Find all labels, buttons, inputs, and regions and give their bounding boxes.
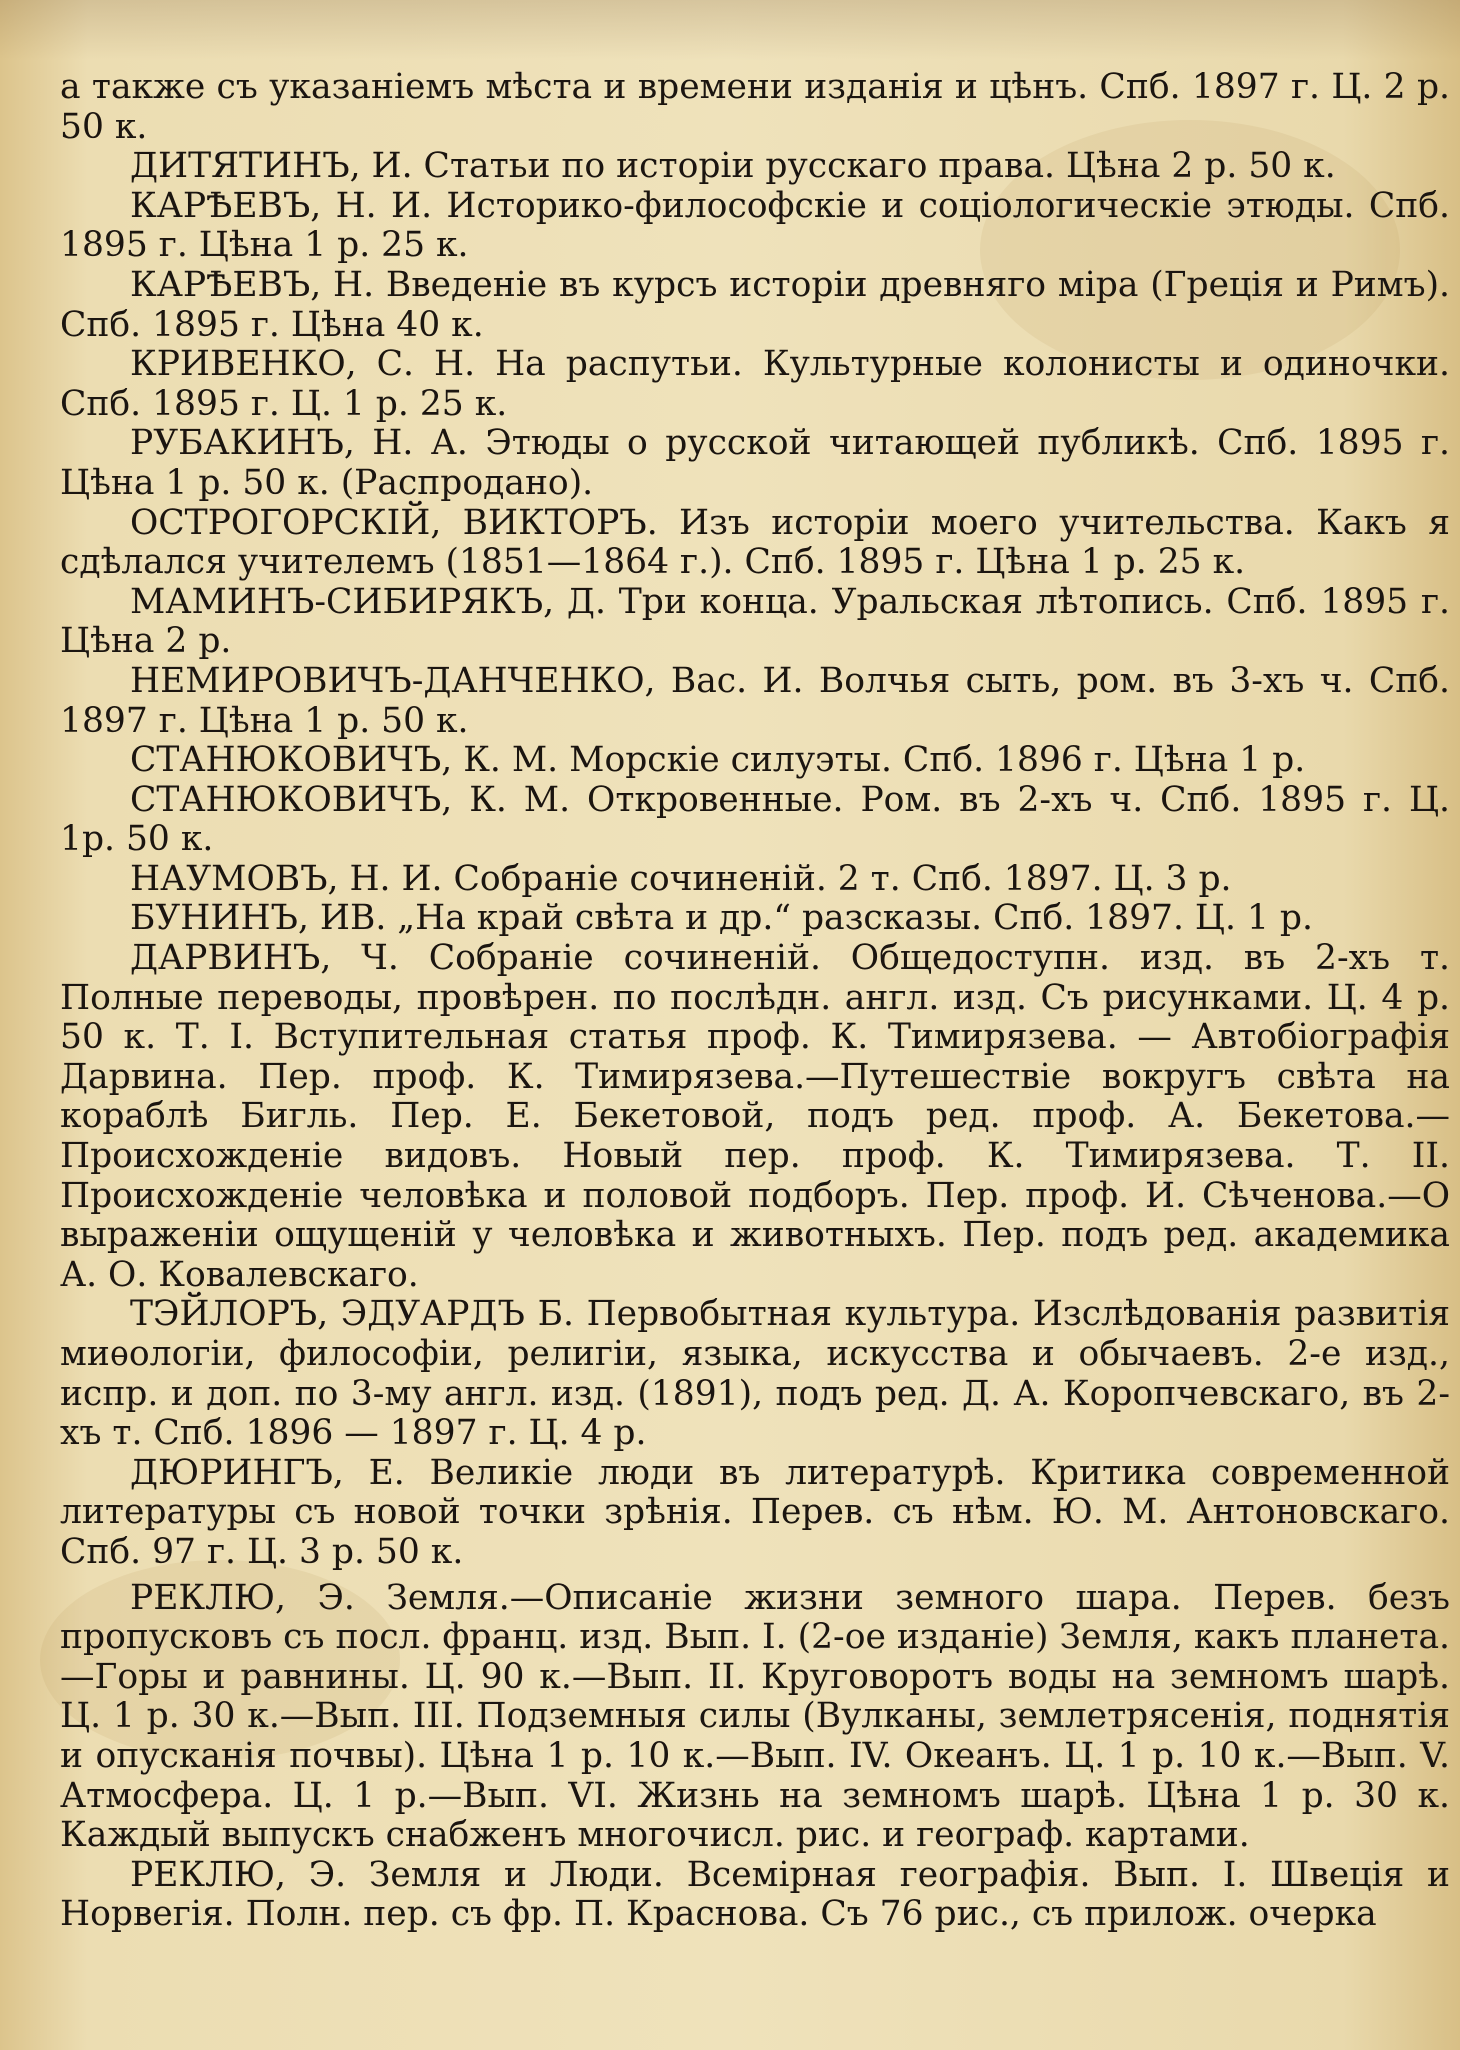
catalog-entry: РЕКЛЮ, Э. Земля.—Описаніе жизни земного шара. Перев. безъ пропусковъ съ посл. франц. изд. Вып. I. (2-ое изданіе) Земля, какъ планета.—Горы и равнины. Ц. 90 к.—Вып. II. Круговоротъ воды на земномъ шарѣ. Ц. 1 р. 30 к.—Вып. III. Подземныя силы (Вулканы, землетрясенія, поднятія и опусканія почвы). Цѣна 1 р. 10 к.—Вып. IV. Океанъ. Ц. 1 р. 10 к.—Вып. V. Атмосфера. Ц. 1 р.—Вып. VI. Жизнь на земномъ шарѣ. Цѣна 1 р. 30 к. Каждый выпускъ снабженъ многочисл. рис. и географ. картами.	[60, 1577, 1450, 1856]
catalog-entry: НЕМИРОВИЧЪ-ДАНЧЕНКО, Вас. И. Волчья сыть, ром. въ 3-хъ ч. Спб. 1897 г. Цѣна 1 р. 50 к.	[60, 660, 1450, 741]
catalog-entry: КАРѢЕВЪ, Н. И. Историко-философскіе и соціологическіе этюды. Спб. 1895 г. Цѣна 1 р. 25 к.	[60, 185, 1450, 266]
catalog-entry: ДАРВИНЪ, Ч. Собраніе сочиненій. Общедоступн. изд. въ 2-хъ т. Полные переводы, провѣрен. по послѣдн. англ. изд. Съ рисунками. Ц. 4 р. 50 к. Т. I. Вступительная статья проф. К. Тимирязева. — Автобіографія Дарвина. Пер. проф. К. Тимирязева.—Путешествіе вокругъ свѣта на кораблѣ Бигль. Пер. Е. Бекетовой, подъ ред. проф. А. Бекетова.—Происхожденіе видовъ. Новый пер. проф. К. Тимирязева. Т. II. Происхожденіе человѣка и половой подборъ. Пер. проф. И. Сѣченова.—О выраженіи ощущеній у человѣка и животныхъ. Пер. подъ ред. академика А. О. Ковалевскаго.	[60, 938, 1450, 1295]
catalog-entry: СТАНЮКОВИЧЪ, К. М. Морскіе силуэты. Спб. 1896 г. Цѣна 1 р.	[130, 740, 1306, 781]
catalog-entry: РУБАКИНЪ, Н. А. Этюды о русской читающей публикѣ. Спб. 1895 г. Цѣна 1 р. 50 к. (Распродано).	[60, 423, 1450, 503]
catalog-entry: РЕКЛЮ, Э. Земля и Люди. Всемірная географія. Вып. I. Швеція и Норвегія. Полн. пер. съ фр. П. Краснова. Съ 76 рис., съ прилож. очерка	[60, 1854, 1450, 1935]
catalog-text	[60, 68, 1450, 1935]
catalog-entry: ДЮРИНГЪ, Е. Великіе люди въ литературѣ. Критика современной литературы съ новой точки зрѣнія. Перев. съ нѣм. Ю. М. Антоновскаго. Спб. 97 г. Ц. 3 р. 50 к.	[60, 1452, 1450, 1572]
catalog-entry: БУНИНЪ, ИВ. „На край свѣта и др.“ разсказы. Спб. 1897. Ц. 1 р.	[130, 898, 1313, 939]
catalog-entry: ОСТРОГОРСКІЙ, ВИКТОРЪ. Изъ исторіи моего учительства. Какъ я сдѣлался учителемъ (1851—1864 г.). Спб. 1895 г. Цѣна 1 р. 25 к.	[60, 502, 1450, 583]
catalog-entry: а также съ указаніемъ мѣста и времени изданія и цѣнъ. Спб. 1897 г. Ц. 2 р. 50 к.	[60, 67, 1450, 147]
catalog-entry: ДИТЯТИНЪ, И. Статьи по исторіи русскаго права. Цѣна 2 р. 50 к.	[130, 146, 1336, 187]
catalog-entry: НАУМОВЪ, Н. И. Собраніе сочиненій. 2 т. Спб. 1897. Ц. 3 р.	[130, 858, 1232, 899]
catalog-entry: КАРѢЕВЪ, Н. Введеніе въ курсъ исторіи древняго міра (Греція и Римъ). Спб. 1895 г. Цѣна 40 к.	[60, 264, 1450, 345]
top-edge-shadow	[0, 0, 1460, 60]
catalog-entry: МАМИНЪ-СИБИРЯКЪ, Д. Три конца. Уральская лѣтопись. Спб. 1895 г. Цѣна 2 р.	[60, 581, 1450, 662]
catalog-entry: СТАНЮКОВИЧЪ, К. М. Откровенные. Ром. въ 2-хъ ч. Спб. 1895 г. Ц. 1р. 50 к.	[60, 779, 1450, 860]
catalog-entry: ТЭЙЛОРЪ, ЭДУАРДЪ Б. Первобытная культура. Изслѣдованія развитія миѳологіи, философіи, религіи, языка, искусства и обычаевъ. 2-е изд., испр. и доп. по 3-му англ. изд. (1891), подъ ред. Д. А. Коропчевскаго, въ 2-хъ т. Спб. 1896 — 1897 г. Ц. 4 р.	[60, 1294, 1450, 1454]
catalog-entry: КРИВЕНКО, С. Н. На распутьи. Культурные колонисты и одиночки. Спб. 1895 г. Ц. 1 р. 25 к.	[60, 344, 1450, 424]
